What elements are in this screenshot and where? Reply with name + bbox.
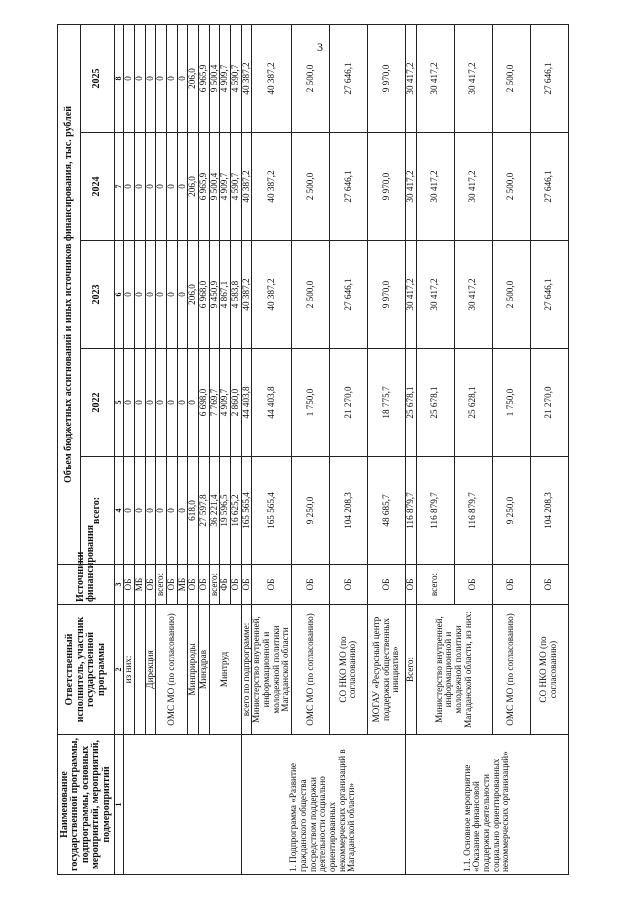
- value-cell: 9 970,0: [367, 241, 405, 349]
- value-cell: 6 965,9: [198, 133, 209, 241]
- value-cell: 0: [145, 133, 156, 241]
- header-year: 2023: [81, 241, 115, 349]
- value-cell: 4 909,7: [220, 133, 231, 241]
- value-cell: 25 628,1: [454, 349, 492, 457]
- responsible-cell: [135, 605, 146, 735]
- responsible-cell: Министерство внутренней, информационной и молодежной политики Магаданской области, из них:: [416, 605, 492, 735]
- responsible-cell: Дирекция: [145, 605, 156, 735]
- value-cell: 0: [156, 241, 167, 349]
- value-cell: 0: [156, 133, 167, 241]
- source-cell: всего:: [416, 565, 454, 605]
- responsible-cell: СО НКО МО (по согласованию): [530, 605, 568, 735]
- value-cell: 30 417,2: [454, 241, 492, 349]
- value-cell: 0: [124, 457, 135, 565]
- value-cell: 0: [156, 349, 167, 457]
- value-cell: 4 590,7: [230, 133, 241, 241]
- value-cell: 206,0: [188, 133, 199, 241]
- value-cell: 9 450,9: [209, 241, 220, 349]
- value-cell: 19 596,5: [220, 457, 231, 565]
- value-cell: 1 750,0: [291, 349, 329, 457]
- value-cell: 0: [188, 349, 199, 457]
- value-cell: 116 879,7: [405, 457, 416, 565]
- column-number: 7: [115, 133, 124, 241]
- value-cell: 9 500,4: [209, 24, 220, 132]
- responsible-cell: Минприроды: [188, 605, 199, 735]
- responsible-cell: ОМС МО (по согласованию): [492, 605, 530, 735]
- value-cell: 44 403,8: [252, 349, 292, 457]
- rotated-budget-table: [57, 25, 642, 875]
- value-cell: 21 270,0: [530, 349, 568, 457]
- value-cell: 165 565,4: [241, 457, 252, 565]
- value-cell: 618,0: [188, 457, 199, 565]
- page-number: 3: [317, 40, 323, 54]
- value-cell: 44 403,8: [241, 349, 252, 457]
- header-name: Наименование государственной программы, подпрограммы, основных мероприятий, мероприятий, подмероприятий: [58, 735, 115, 875]
- value-cell: 0: [135, 457, 146, 565]
- source-cell: ОБ: [291, 565, 329, 605]
- table-row: [405, 24, 416, 874]
- value-cell: 0: [167, 133, 178, 241]
- source-cell: ОБ: [145, 565, 156, 605]
- column-number: 5: [115, 349, 124, 457]
- value-cell: 0: [124, 349, 135, 457]
- value-cell: 27 597,8: [198, 457, 209, 565]
- value-cell: 36 221,4: [209, 457, 220, 565]
- column-number: 6: [115, 241, 124, 349]
- source-cell: МБ: [177, 565, 188, 605]
- source-cell: МБ: [135, 565, 146, 605]
- value-cell: 2 860,0: [230, 349, 241, 457]
- value-cell: 9 500,4: [209, 133, 220, 241]
- value-cell: 30 417,2: [405, 241, 416, 349]
- table-row: [241, 24, 252, 874]
- value-cell: 1 750,0: [492, 349, 530, 457]
- responsible-cell: из них:: [124, 605, 135, 735]
- value-cell: 40 387,2: [241, 24, 252, 132]
- program-name-cell: [124, 735, 241, 875]
- column-number: 1: [115, 735, 124, 875]
- value-cell: 30 417,2: [405, 133, 416, 241]
- value-cell: 165 565,4: [252, 457, 292, 565]
- value-cell: 0: [167, 457, 178, 565]
- column-number: 8: [115, 24, 124, 132]
- header-year: 2025: [81, 24, 115, 132]
- value-cell: 2 500,0: [492, 241, 530, 349]
- responsible-cell: Минздрав: [198, 605, 209, 735]
- header-year: всего:: [81, 457, 115, 565]
- value-cell: 4 590,7: [230, 24, 241, 132]
- responsible-cell: всего по подпрограмме:: [241, 605, 252, 735]
- value-cell: 4 867,1: [220, 241, 231, 349]
- value-cell: 27 646,1: [329, 133, 367, 241]
- value-cell: 2 500,0: [291, 24, 329, 132]
- value-cell: 25 678,1: [405, 349, 416, 457]
- activity-name-cell: 1.1. Основное мероприятие «Оказание финансовой поддержки деятельности социально ориентированных некоммерческих организаций»: [405, 735, 568, 875]
- value-cell: 0: [167, 24, 178, 132]
- value-cell: 0: [177, 24, 188, 132]
- value-cell: 27 646,1: [329, 24, 367, 132]
- value-cell: 27 646,1: [530, 133, 568, 241]
- header-responsible: Ответственный исполнитель, участник государственной программы: [58, 605, 115, 735]
- value-cell: 40 387,2: [241, 133, 252, 241]
- value-cell: 2 500,0: [291, 241, 329, 349]
- source-cell: ОБ: [198, 565, 209, 605]
- value-cell: 2 500,0: [492, 24, 530, 132]
- source-cell: всего:: [209, 565, 220, 605]
- value-cell: 0: [135, 241, 146, 349]
- value-cell: 18 775,7: [367, 349, 405, 457]
- source-cell: ОБ: [124, 565, 135, 605]
- table-row: [124, 24, 135, 874]
- value-cell: 0: [145, 349, 156, 457]
- value-cell: 206,0: [188, 241, 199, 349]
- responsible-cell: ОМС МО (по согласованию): [291, 605, 329, 735]
- value-cell: 27 646,1: [530, 241, 568, 349]
- value-cell: 30 417,2: [416, 133, 454, 241]
- source-cell: ОБ: [167, 565, 178, 605]
- source-cell: ОБ: [405, 565, 416, 605]
- source-cell: ОБ: [367, 565, 405, 605]
- value-cell: 104 208,3: [530, 457, 568, 565]
- source-cell: ОБ: [230, 565, 241, 605]
- value-cell: 206,0: [188, 24, 199, 132]
- value-cell: 30 417,2: [416, 24, 454, 132]
- value-cell: 116 879,7: [454, 457, 492, 565]
- header-funding: Объем бюджетных ассигнований и иных источников финансирования, тыс. рублей: [58, 24, 81, 564]
- responsible-cell: СО НКО МО (по согласованию): [329, 605, 367, 735]
- responsible-cell: ОМС МО (по согласованию): [156, 605, 188, 735]
- value-cell: 0: [135, 349, 146, 457]
- responsible-cell: МОГАУ «Ресурсный центр поддержки общественных инициатив»: [367, 605, 405, 735]
- source-cell: ОБ: [530, 565, 568, 605]
- value-cell: 0: [177, 349, 188, 457]
- source-cell: ОБ: [329, 565, 367, 605]
- value-cell: 4 583,8: [230, 241, 241, 349]
- value-cell: 40 387,2: [252, 241, 292, 349]
- value-cell: 9 970,0: [367, 24, 405, 132]
- value-cell: 7 769,7: [209, 349, 220, 457]
- source-cell: ОБ: [188, 565, 199, 605]
- value-cell: 0: [177, 241, 188, 349]
- value-cell: 40 387,2: [241, 241, 252, 349]
- value-cell: 6 698,0: [198, 349, 209, 457]
- responsible-cell: Министерство внутренней, информационной и молодежной политики Магаданской области: [252, 605, 292, 735]
- value-cell: 2 500,0: [291, 133, 329, 241]
- source-cell: всего:: [156, 565, 167, 605]
- value-cell: 40 387,2: [252, 24, 292, 132]
- column-number: 2: [115, 605, 124, 735]
- value-cell: 30 417,2: [405, 24, 416, 132]
- value-cell: 0: [167, 349, 178, 457]
- value-cell: 6 968,0: [198, 241, 209, 349]
- value-cell: 0: [145, 241, 156, 349]
- value-cell: 40 387,2: [252, 133, 292, 241]
- budget-table: [57, 24, 569, 875]
- value-cell: 0: [177, 457, 188, 565]
- value-cell: 6 965,9: [198, 24, 209, 132]
- source-cell: ОБ: [492, 565, 530, 605]
- header-year: 2022: [81, 349, 115, 457]
- value-cell: 0: [145, 24, 156, 132]
- source-cell: ОБ: [454, 565, 492, 605]
- value-cell: 0: [124, 241, 135, 349]
- value-cell: 2 500,0: [492, 133, 530, 241]
- value-cell: 30 417,2: [454, 24, 492, 132]
- source-cell: ОБ: [241, 565, 252, 605]
- value-cell: 27 646,1: [530, 24, 568, 132]
- value-cell: 0: [124, 24, 135, 132]
- value-cell: 16 625,2: [230, 457, 241, 565]
- value-cell: 104 208,3: [329, 457, 367, 565]
- column-number: 3: [115, 565, 124, 605]
- source-cell: ФБ: [220, 565, 231, 605]
- source-cell: ОБ: [252, 565, 292, 605]
- responsible-cell: Всего:: [405, 605, 416, 735]
- value-cell: 9 970,0: [367, 133, 405, 241]
- value-cell: 4 909,7: [220, 349, 231, 457]
- value-cell: 9 250,0: [492, 457, 530, 565]
- value-cell: 30 417,2: [416, 241, 454, 349]
- column-number: 4: [115, 457, 124, 565]
- value-cell: 27 646,1: [329, 241, 367, 349]
- value-cell: 0: [135, 133, 146, 241]
- value-cell: 25 678,1: [416, 349, 454, 457]
- value-cell: 9 250,0: [291, 457, 329, 565]
- value-cell: 0: [177, 133, 188, 241]
- responsible-cell: Минтруд: [209, 605, 241, 735]
- value-cell: 4 909,7: [220, 24, 231, 132]
- value-cell: 0: [167, 241, 178, 349]
- value-cell: 48 685,7: [367, 457, 405, 565]
- value-cell: 0: [135, 24, 146, 132]
- value-cell: 116 879,7: [416, 457, 454, 565]
- header-source: Источники финансирования: [58, 565, 115, 605]
- value-cell: 0: [124, 133, 135, 241]
- subprogram-name-cell: 1. Подпрограмма «Развитие гражданского общества посредством поддержки деятельности социально ориентированных некоммерческих организаций в Магаданской области»: [241, 735, 405, 875]
- value-cell: 30 417,2: [454, 133, 492, 241]
- value-cell: 0: [156, 457, 167, 565]
- value-cell: 0: [145, 457, 156, 565]
- value-cell: 0: [156, 24, 167, 132]
- header-year: 2024: [81, 133, 115, 241]
- column-number-row: [115, 24, 124, 874]
- value-cell: 21 270,0: [329, 349, 367, 457]
